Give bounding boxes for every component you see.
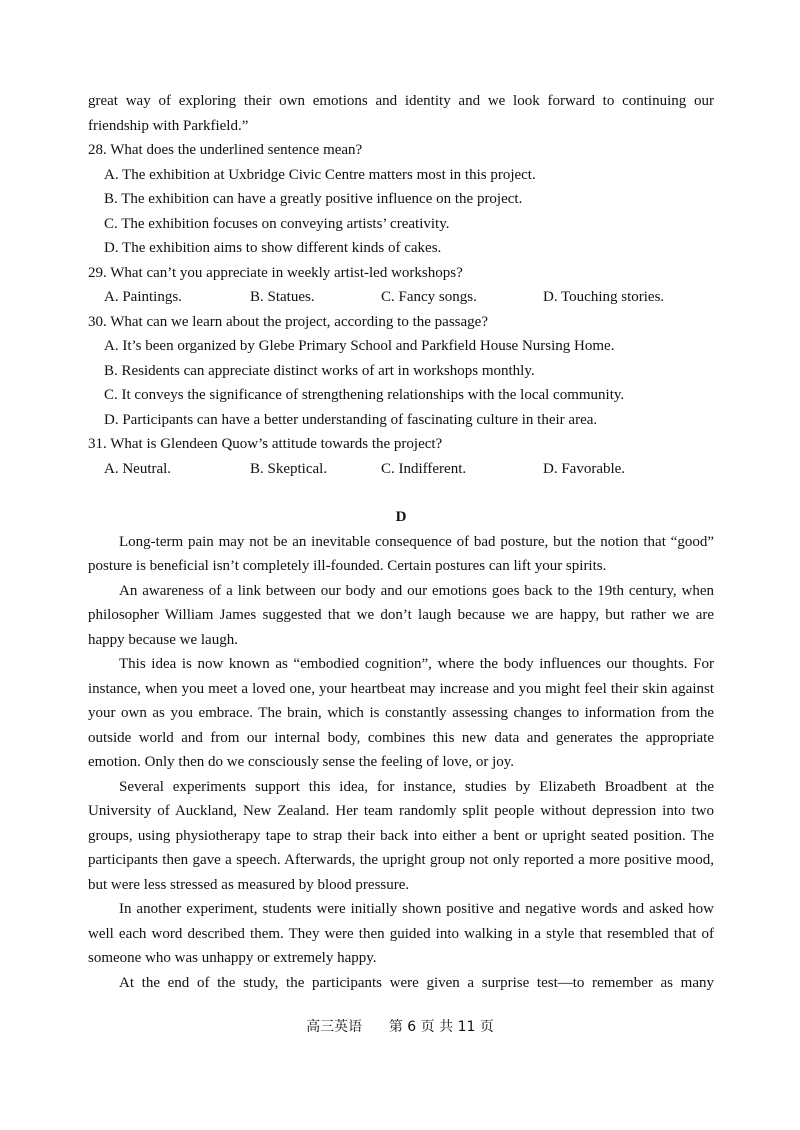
option-a: A. The exhibition at Uxbridge Civic Centre matters most in this project.: [104, 166, 536, 183]
question-text: 31. What is Glendeen Quow’s attitude towards the project?: [88, 436, 443, 452]
option-c: C. Fancy songs.: [381, 289, 477, 305]
question-31: [88, 432, 714, 481]
option-a: A. Neutral.: [104, 460, 172, 477]
option-d: D. Favorable.: [543, 460, 626, 477]
option-c: C. It conveys the significance of strengthening relationships with the local community.: [104, 387, 625, 403]
option-b: B. Statues.: [250, 289, 315, 305]
paragraph: In another experiment, students were initially shown positive and negative words and asked how well each word described them. They were then guided into walking in a style that resembled that of someone who was unhappy or extremely happy.: [88, 901, 714, 966]
option-d: D. The exhibition aims to show different kinds of cakes.: [104, 240, 442, 256]
section-heading: D: [395, 509, 407, 525]
option-d: D. Participants can have a better understanding of fascinating culture in their area.: [104, 411, 598, 428]
paragraph: Long-term pain may not be an inevitable consequence of bad posture, but the notion that “good” posture is beneficial isn’t completely ill-founded. Certain postures can lift your spirits.: [88, 533, 714, 574]
option-b: B. Residents can appreciate distinct works of art in workshops monthly.: [104, 362, 535, 379]
intro-line: great way of exploring their own emotions and identity and we look forward to continuing our: [88, 93, 714, 109]
option-a: A. It’s been organized by Glebe Primary School and Parkfield House Nursing Home.: [104, 338, 615, 354]
option-c: C. Indifferent.: [381, 460, 467, 477]
question-30: [88, 310, 714, 433]
question-text: 29. What can’t you appreciate in weekly artist-led workshops?: [88, 264, 463, 281]
option-b: B. The exhibition can have a greatly positive influence on the project.: [104, 191, 523, 207]
question-28: [88, 138, 714, 261]
options-row: [88, 457, 714, 482]
question-text: 30. What can we learn about the project, according to the passage?: [88, 313, 488, 330]
paragraph: Several experiments support this idea, for instance, studies by Elizabeth Broadbent at the University of Auckland, New Zealand. Her team randomly split people without depression into two groups, using physiotherapy tape to strap their back into either a bent or upright seated position. The participants then gave a speech. Afterwards, the upright group not only reported a more positive mood, but were less stressed as measured by blood pressure.: [88, 778, 714, 893]
option-b: B. Skeptical.: [250, 460, 328, 477]
passage-d: [88, 530, 714, 996]
page-footer: 高三英语 第 6 页 共 11 页: [306, 1019, 494, 1035]
paragraph: At the end of the study, the participants were given a surprise test—to remember as many: [119, 974, 714, 991]
intro-line: friendship with Parkfield.”: [88, 117, 249, 134]
options-row: [88, 285, 714, 310]
option-a: A. Paintings.: [104, 289, 182, 305]
question-text: 28. What does the underlined sentence mean?: [88, 142, 363, 158]
exam-page: [88, 89, 714, 995]
option-c: C. The exhibition focuses on conveying artists’ creativity.: [104, 215, 450, 232]
option-d: D. Touching stories.: [543, 289, 665, 305]
paragraph: An awareness of a link between our body and our emotions goes back to the 19th century, when philosopher William James suggested that we don’t laugh because we are happy, but rather we are happy because we laugh.: [88, 582, 714, 648]
question-29: [88, 261, 714, 310]
paragraph: This idea is now known as “embodied cognition”, where the body influences our thoughts. For instance, when you meet a loved one, your heartbeat may increase and you might feel their skin against your own as you embrace. The brain, which is constantly assessing changes to information from the outside world and from our internal body, combines this new data and generates the appropriate emotion. Only then do we consciously sense the feeling of love, or joy.: [88, 656, 714, 770]
